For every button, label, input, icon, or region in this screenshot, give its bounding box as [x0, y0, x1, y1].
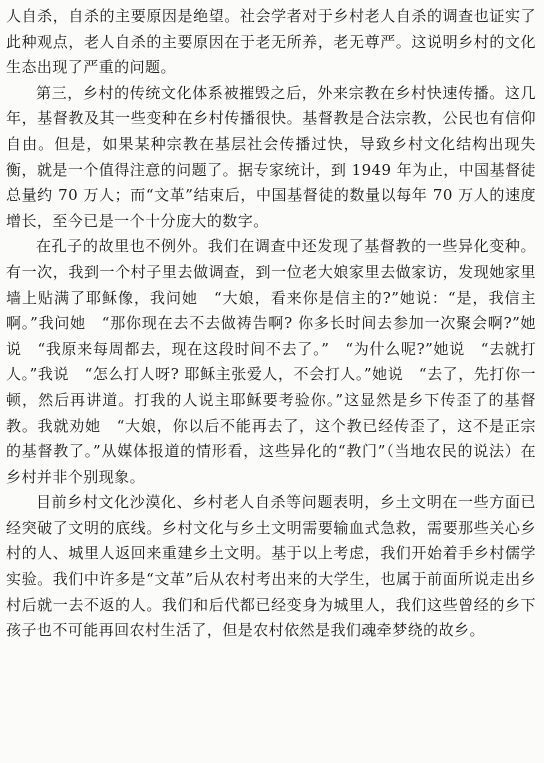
- paragraph: 在孔子的故里也不例外。我们在调查中还发现了基督教的一些异化变种。有一次，我到一个村子里去做调查，到一位老大娘家里去做家访，发现她家里墙上贴满了耶稣像，我问她 “大娘，看来你是信主的?”她说：“是，我信主啊。”我问她 “那你现在去不去做祷告啊? 你多长时间去参加一次聚会啊?”她说 “我原来每周都去，现在这段时间不去了。” “为什么呢?”她说 “去就打人。”我说 “怎么打人呀? 耶稣主张爱人，不会打人。”她说 “去了，先打你一顿，然后再讲道。打我的人说主耶稣要考验你。”这显然是乡下传歪了的基督教。我就劝她 “大娘，你以后不能再去了，这个教已经传歪了，这不是正宗的基督教了。”从媒体报道的情形看，这些异化的“教门”（当地农民的说法）在乡村并非个别现象。: [6, 237, 536, 486]
- paragraph: 人自杀，自杀的主要原因是绝望。社会学者对于乡村老人自杀的调查也证实了此种观点，老人自杀的主要原因在于老无所养，老无尊严。这说明乡村的文化生态出现了严重的问题。: [6, 7, 536, 77]
- paragraph: 第三，乡村的传统文化体系被摧毁之后，外来宗教在乡村快速传播。这几年，基督教及其一些变种在乡村传播很快。基督教是合法宗教，公民也有信仰自由。但是，如果某种宗教在基层社会传播过快，导致乡村文化结构出现失衡，就是一个值得注意的问题了。据专家统计，到 1949 年为止，中国基督徒总量约 70 万人；而“文革”结束后，中国基督徒的数量以每年 70 万人的速度增长，至今已是一个十分庞大的数字。: [6, 83, 536, 230]
- paragraph: 目前乡村文化沙漠化、乡村老人自杀等问题表明，乡土文明在一些方面已经突破了文明的底线。乡村文化与乡土文明需要输血式急救，需要那些关心乡村的人、城里人返回来重建乡土文明。基于以上考虑，我们开始着手乡村儒学实验。我们中许多是“文革”后从农村考出来的大学生，也属于前面所说走出乡村后就一去不返的人。我们和后代都已经变身为城里人，我们这些曾经的乡下孩子也不可能再回农村生活了，但是农村依然是我们魂牵梦绕的故乡。: [6, 493, 536, 640]
